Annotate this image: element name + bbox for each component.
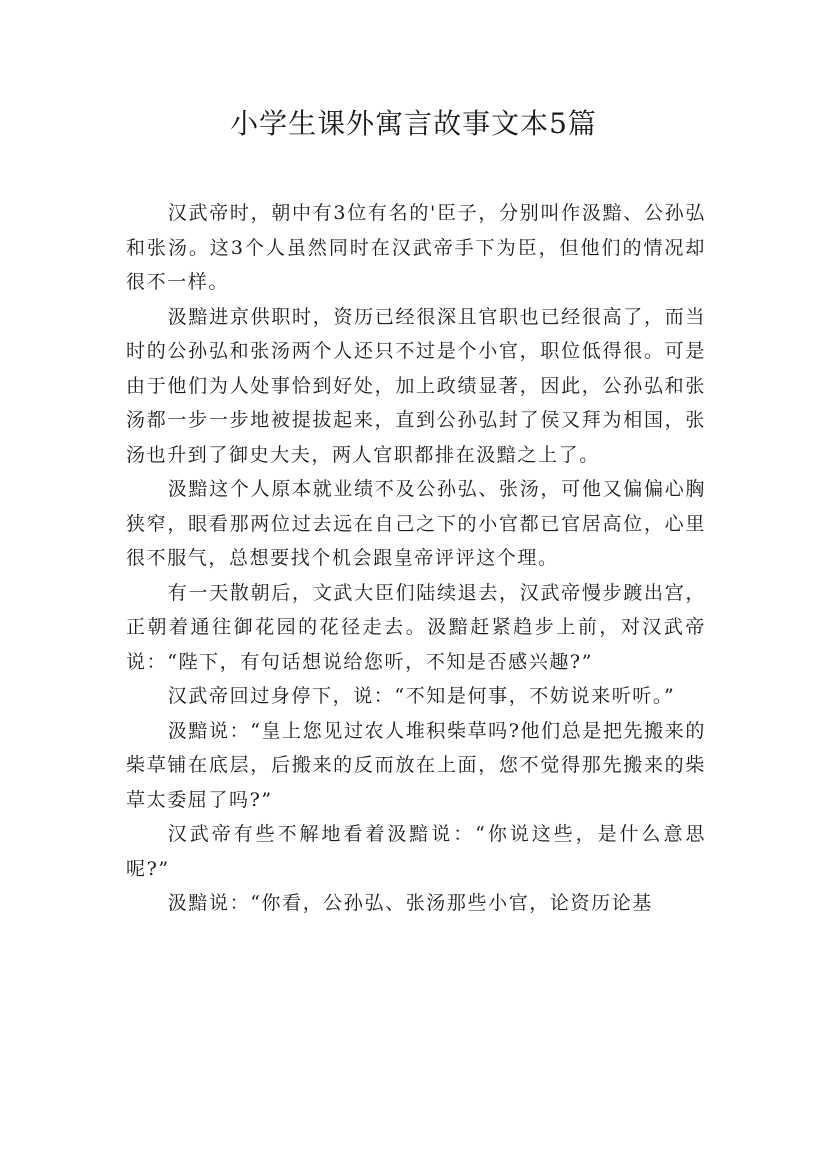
document-title: 小学生课外寓言故事文本5篇 bbox=[230, 107, 597, 140]
paragraph: 汉武帝回过身停下，说：“不知是何事，不妨说来听听。” bbox=[167, 685, 676, 707]
paragraph: 汲黯说：“皇上您见过农人堆积柴草吗?他们总是把先搬来的柴草铺在底层，后搬来的反而放在上面，您不觉得那先搬来的柴草太委屈了吗?” bbox=[126, 719, 706, 811]
paragraph: 有一天散朝后，文武大臣们陆续退去，汉武帝慢步踱出宫，正朝着通往御花园的花径走去。汲黯赶紧趋步上前，对汉武帝说：“陛下，有句话想说给您听，不知是否感兴趣?” bbox=[126, 581, 706, 673]
paragraph: 汉武帝有些不解地看着汲黯说：“你说这些，是什么意思呢?” bbox=[126, 823, 706, 880]
paragraph: 汲黯这个人原本就业绩不及公孙弘、张汤，可他又偏偏心胸狭窄，眼看那两位过去远在自己之下的小官都已官居高位，心里很不服气，总想要找个机会跟皇帝评评这个理。 bbox=[126, 478, 706, 569]
paragraph: 汲黯进京供职时，资历已经很深且官职也已经很高了，而当时的公孙弘和张汤两个人还只不过是个小官，职位低得很。可是由于他们为人处事恰到好处，加上政绩显著，因此，公孙弘和张汤都一步一步地被提拔起来，直到公孙弘封了侯又拜为相国，张汤也升到了御史大夫，两人官职都排在汲黯之上了。 bbox=[126, 305, 706, 466]
paragraph: 汉武帝时，朝中有3位有名的'臣子，分别叫作汲黯、公孙弘和张汤。这3个人虽然同时在汉武帝手下为臣，但他们的情况却很不一样。 bbox=[126, 202, 706, 293]
document-body bbox=[126, 196, 706, 921]
paragraph: 汲黯说：“你看，公孙弘、张汤那些小官，论资历论基 bbox=[167, 892, 653, 914]
